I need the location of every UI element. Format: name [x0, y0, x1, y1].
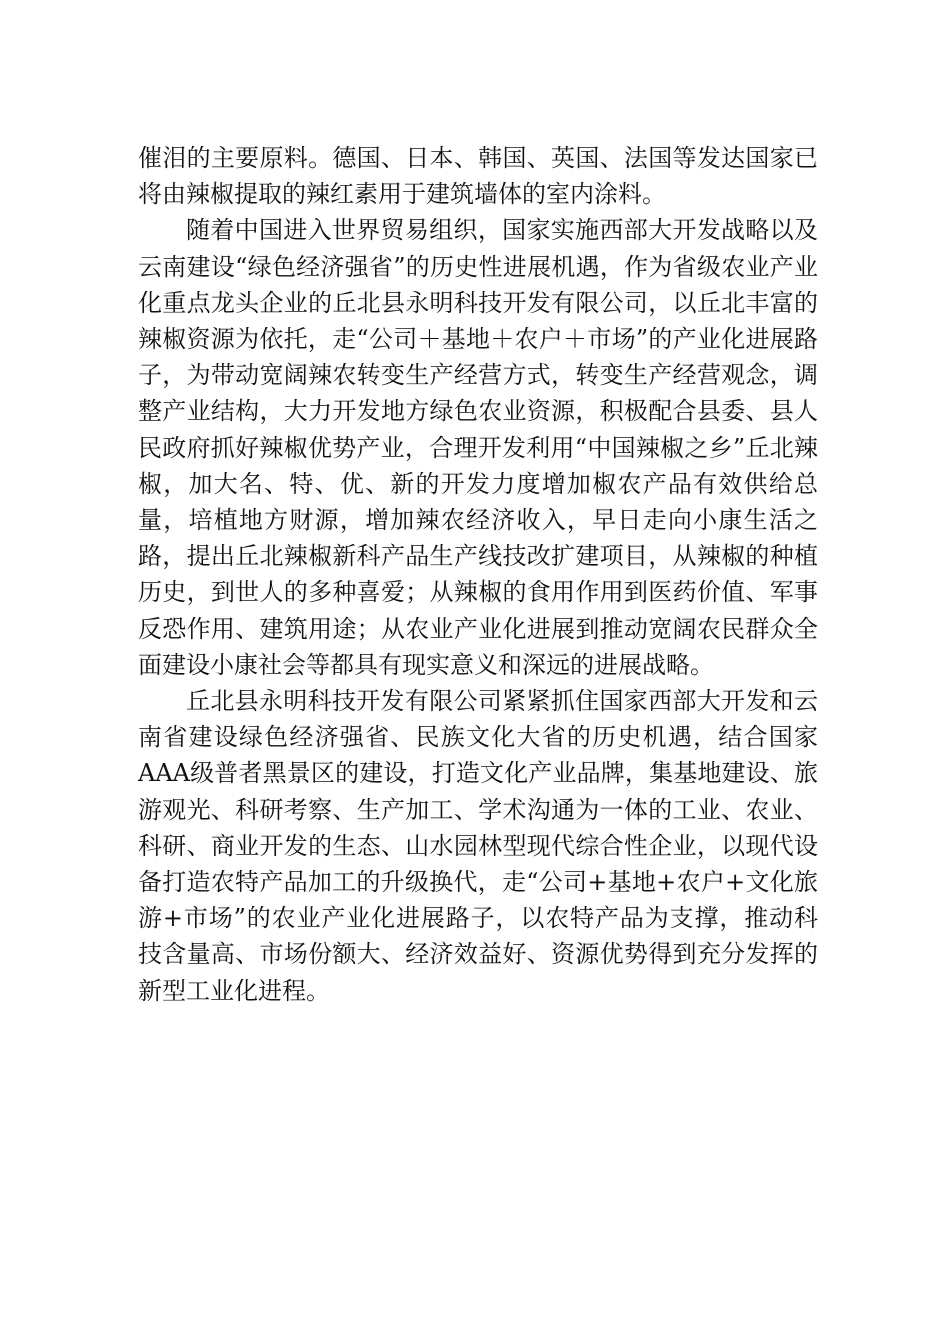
paragraph-1: 催泪的主要原料。德国、日本、韩国、英国、法国等发达国家已将由辣椒提取的辣红素用于建筑墙体的室内涂料。	[138, 144, 818, 209]
document-body	[138, 140, 818, 1009]
paragraph-2: 随着中国进入世界贸易组织，国家实施西部大开发战略以及云南建设“绿色经济强省”的历史性进展机遇，作为省级农业产业化重点龙头企业的丘北县永明科技开发有限公司，以丘北丰富的辣椒资源为依托，走“公司＋基地＋农户＋市场”的产业化进展路子，为带动宽阔辣农转变生产经营方式，转变生产经营观念，调整产业结构，大力开发地方绿色农业资源，积极配合县委、县人民政府抓好辣椒优势产业，合理开发利用“中国辣椒之乡”丘北辣椒，加大名、特、优、新的开发力度增加椒农产品有效供给总量，培植地方财源，增加辣农经济收入，早日走向小康生活之路，提出丘北辣椒新科产品生产线技改扩建项目，从辣椒的种植历史，到世人的多种喜爱；从辣椒的食用作用到医药价值、军事反恐作用、建筑用途；从农业产业化进展到推动宽阔农民群众全面建设小康社会等都具有现实意义和深远的进展战略。	[138, 216, 818, 679]
paragraph-3: 丘北县永明科技开发有限公司紧紧抓住国家西部大开发和云南省建设绿色经济强省、民族文化大省的历史机遇，结合国家AAA级普者黑景区的建设，打造文化产业品牌，集基地建设、旅游观光、科研考察、生产加工、学术沟通为一体的工业、农业、科研、商业开发的生态、山水园林型现代综合性企业，以现代设备打造农特产品加工的升级换代，走“公司+基地+农户+文化旅游+市场”的农业产业化进展路子，以农特产品为支撑，推动科技含量高、市场份额大、经济效益好、资源优势得到充分发挥的新型工业化进程。	[138, 687, 818, 1005]
